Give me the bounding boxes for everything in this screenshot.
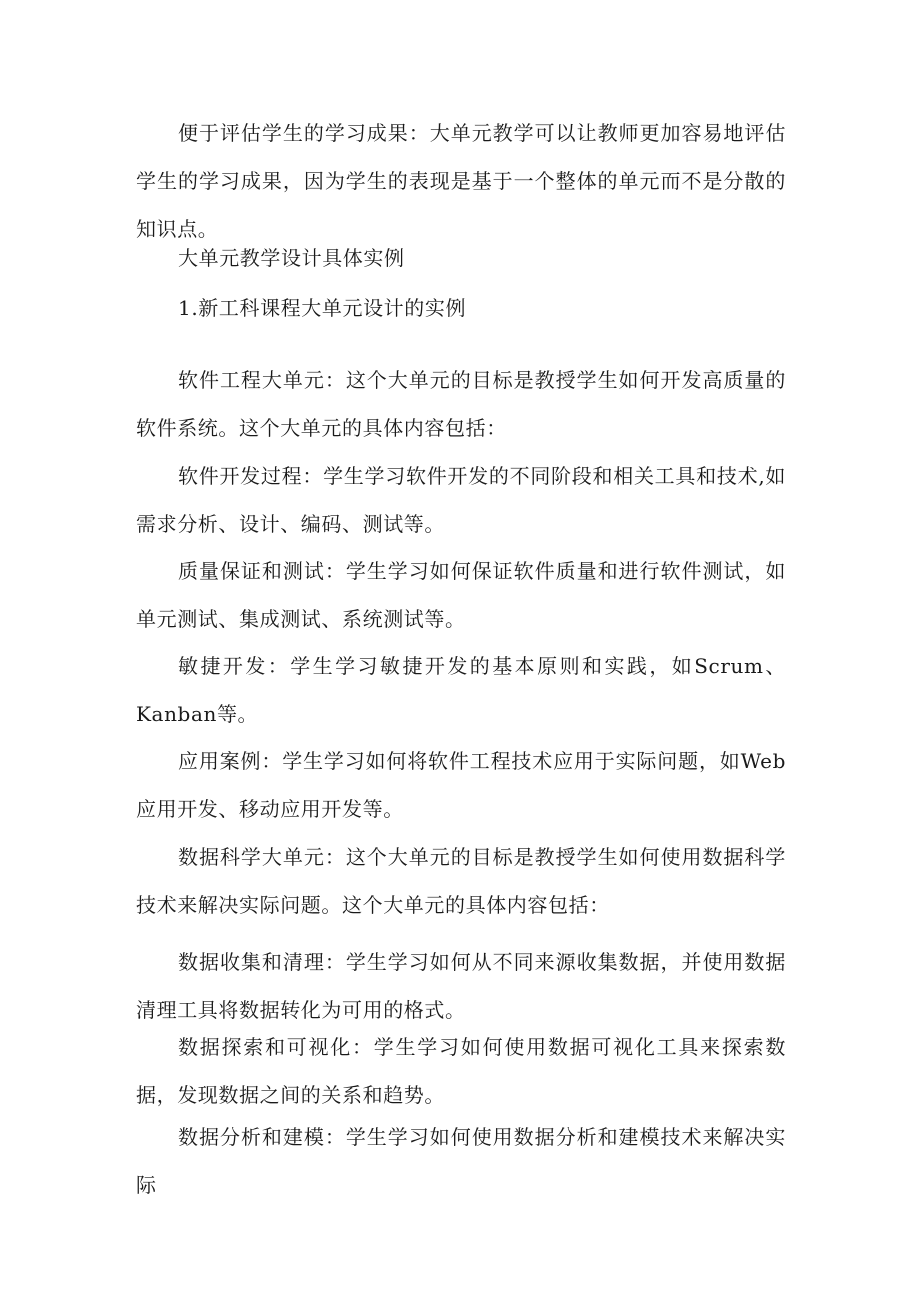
section-heading: 大单元教学设计具体实例 xyxy=(178,246,405,270)
paragraph-dev-process: 软件开发过程：学生学习软件开发的不同阶段和相关工具和技术,如需求分析、设计、编码、测试等。 xyxy=(136,464,786,536)
paragraph-agile: 敏捷开发：学生学习敏捷开发的基本原则和实践，如Scrum、Kanban等。 xyxy=(136,654,786,726)
paragraph-data-modeling: 数据分析和建模：学生学习如何使用数据分析和建模技术来解决实际 xyxy=(136,1125,786,1197)
paragraph-data-science: 数据科学大单元：这个大单元的目标是教授学生如何使用数据科学技术来解决实际问题。这个大单元的具体内容包括： xyxy=(136,845,786,917)
paragraph-software-engineering: 软件工程大单元：这个大单元的目标是教授学生如何开发高质量的软件系统。这个大单元的具体内容包括： xyxy=(136,368,786,440)
paragraph-quality-testing: 质量保证和测试：学生学习如何保证软件质量和进行软件测试，如单元测试、集成测试、系统测试等。 xyxy=(136,559,786,631)
subsection-heading: 1.新工科课程大单元设计的实例 xyxy=(178,296,467,320)
paragraph-data-exploration: 数据探索和可视化：学生学习如何使用数据可视化工具来探索数据，发现数据之间的关系和趋势。 xyxy=(136,1035,786,1107)
paragraph-assessment: 便于评估学生的学习成果：大单元教学可以让教师更加容易地评估学生的学习成果，因为学生的表现是基于一个整体的单元而不是分散的知识点。 xyxy=(136,121,786,241)
paragraph-data-collection: 数据收集和清理：学生学习如何从不同来源收集数据，并使用数据清理工具将数据转化为可用的格式。 xyxy=(136,950,786,1022)
paragraph-cases: 应用案例：学生学习如何将软件工程技术应用于实际问题，如Web应用开发、移动应用开发等。 xyxy=(136,749,786,821)
